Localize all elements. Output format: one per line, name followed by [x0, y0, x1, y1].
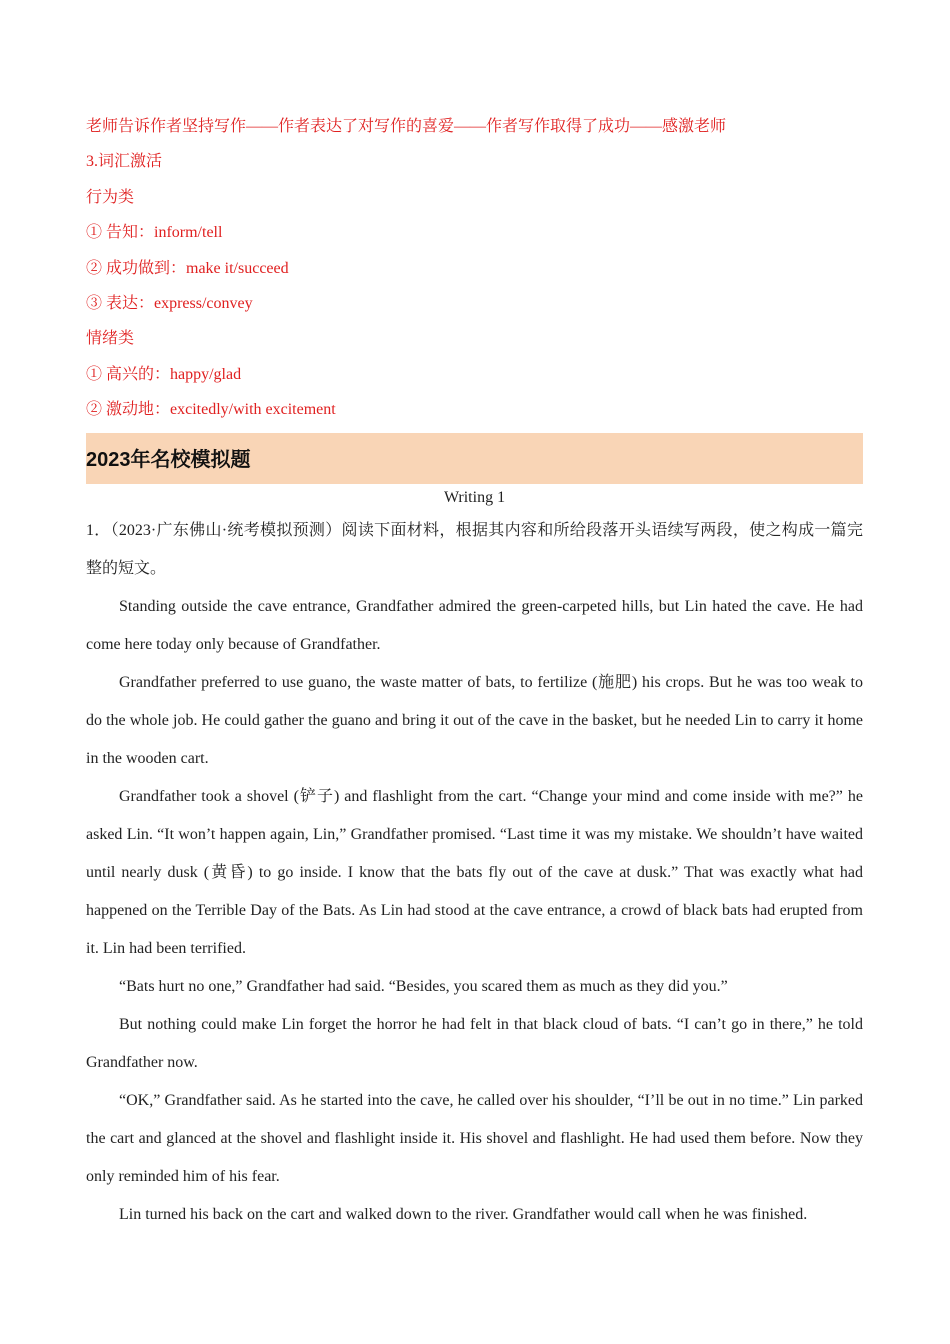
- story-paragraph: Lin turned his back on the cart and walked down to the river. Grandfather would call when he was finished.: [119, 1205, 808, 1223]
- note-line-emotion-category: 情绪类: [86, 330, 135, 348]
- note-line-happy: ① 高兴的：happy/glad: [86, 365, 242, 383]
- writing-title: Writing 1: [443, 488, 506, 506]
- story-paragraph: “Bats hurt no one,” Grandfather had said. “Besides, you scared them as much as they did you.”: [119, 977, 728, 995]
- story-paragraph: Grandfather preferred to use guano, the waste matter of bats, to fertilize (施肥) his crops. But he was too weak to do the whole job. He could gather the guano and bring it out of the cave in the basket, but he needed Lin to carry it home in the wooden cart.: [86, 673, 863, 767]
- story-paragraph: “OK,” Grandfather said. As he started into the cave, he called over his shoulder, “I’ll be out in no time.” Lin parked the cart and glanced at the shovel and flashlight inside it. His shovel and flashlight. He had used them before. Now they only reminded him of his fear.: [86, 1091, 863, 1185]
- story-paragraph: Grandfather took a shovel (铲子) and flashlight from the cart. “Change your mind and come inside with me?” he asked Lin. “It won’t happen again, Lin,” Grandfather promised. “Last time it was my mistake. We shouldn’t have waited until nearly dusk (黄昏) to go inside. I know that the bats fly out of the cave at dusk.” That was exactly what had happened on the Terrible Day of the Bats. As Lin had stood at the cave entrance, a crowd of black bats had erupted from it. Lin had been terrified.: [86, 787, 863, 957]
- note-line-vocab-heading: 3.词汇激活: [86, 153, 163, 171]
- note-line-succeed: ② 成功做到：make it/succeed: [86, 259, 289, 277]
- note-line-summary: 老师告诉作者坚持写作——作者表达了对写作的喜爱——作者写作取得了成功——感激老师: [86, 118, 727, 135]
- story-paragraph: Standing outside the cave entrance, Grandfather admired the green-carpeted hills, but Lin hated the cave. He had come here today only because of Grandfather.: [86, 597, 863, 653]
- note-line-inform: ① 告知：inform/tell: [86, 224, 223, 242]
- note-line-excitedly: ② 激动地：excitedly/with excitement: [86, 401, 336, 419]
- notes-block: [86, 113, 863, 432]
- story-text: [86, 588, 863, 1234]
- story-paragraph: But nothing could make Lin forget the horror he had felt in that black cloud of bats. “I can’t go in there,” he told Grandfather now.: [86, 1015, 863, 1071]
- note-line-express: ③ 表达：express/convey: [86, 294, 253, 312]
- question-prompt: 1．（2023·广东佛山·统考模拟预测）阅读下面材料，根据其内容和所给段落开头语续写两段，使之构成一篇完整的短文。: [86, 521, 863, 577]
- note-line-behavior-category: 行为类: [86, 188, 135, 206]
- document-page: [86, 113, 863, 1234]
- section-header: 2023年名校模拟题: [86, 433, 863, 484]
